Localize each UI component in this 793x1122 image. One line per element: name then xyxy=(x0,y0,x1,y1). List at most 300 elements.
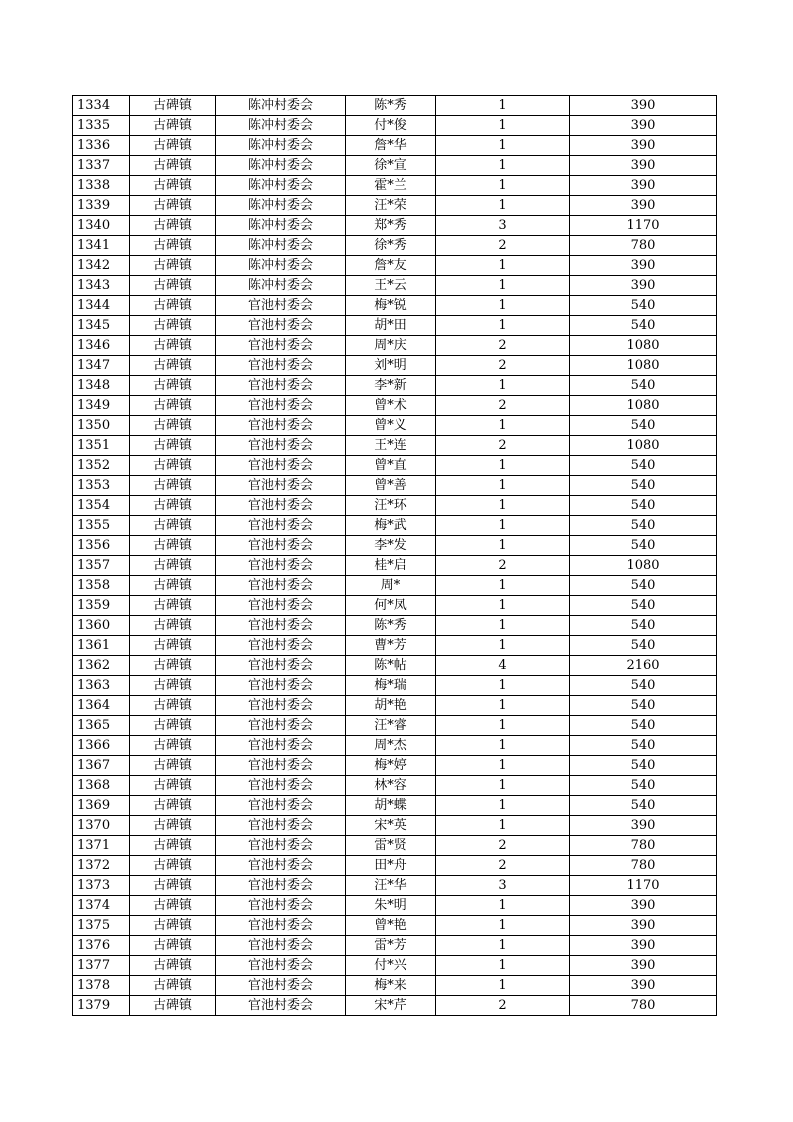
name-cell: 付*兴 xyxy=(346,956,436,976)
name-cell: 曾*艳 xyxy=(346,916,436,936)
amount-cell: 540 xyxy=(570,496,717,516)
row-number-cell: 1335 xyxy=(73,116,130,136)
name-cell: 曾*义 xyxy=(346,416,436,436)
count-cell: 2 xyxy=(436,436,570,456)
amount-cell: 540 xyxy=(570,636,717,656)
town-cell: 古碑镇 xyxy=(130,456,216,476)
name-cell: 朱*明 xyxy=(346,896,436,916)
table-body xyxy=(73,96,717,1016)
table-row xyxy=(73,436,717,456)
amount-cell: 1080 xyxy=(570,356,717,376)
amount-cell: 2160 xyxy=(570,656,717,676)
village-cell: 官池村委会 xyxy=(216,896,346,916)
count-cell: 1 xyxy=(436,196,570,216)
village-cell: 陈冲村委会 xyxy=(216,156,346,176)
town-cell: 古碑镇 xyxy=(130,996,216,1016)
count-cell: 1 xyxy=(436,716,570,736)
row-number-cell: 1377 xyxy=(73,956,130,976)
town-cell: 古碑镇 xyxy=(130,556,216,576)
town-cell: 古碑镇 xyxy=(130,816,216,836)
village-cell: 官池村委会 xyxy=(216,296,346,316)
town-cell: 古碑镇 xyxy=(130,336,216,356)
count-cell: 2 xyxy=(436,856,570,876)
village-cell: 官池村委会 xyxy=(216,856,346,876)
name-cell: 田*舟 xyxy=(346,856,436,876)
amount-cell: 540 xyxy=(570,516,717,536)
name-cell: 王*云 xyxy=(346,276,436,296)
amount-cell: 540 xyxy=(570,596,717,616)
row-number-cell: 1336 xyxy=(73,136,130,156)
count-cell: 1 xyxy=(436,156,570,176)
amount-cell: 390 xyxy=(570,976,717,996)
name-cell: 梅*来 xyxy=(346,976,436,996)
name-cell: 李*发 xyxy=(346,536,436,556)
data-table xyxy=(72,95,717,1016)
amount-cell: 1080 xyxy=(570,556,717,576)
name-cell: 陈*帖 xyxy=(346,656,436,676)
village-cell: 官池村委会 xyxy=(216,356,346,376)
name-cell: 桂*启 xyxy=(346,556,436,576)
village-cell: 官池村委会 xyxy=(216,556,346,576)
name-cell: 汪*环 xyxy=(346,496,436,516)
table-row xyxy=(73,756,717,776)
count-cell: 1 xyxy=(436,456,570,476)
count-cell: 3 xyxy=(436,216,570,236)
count-cell: 1 xyxy=(436,976,570,996)
village-cell: 官池村委会 xyxy=(216,916,346,936)
village-cell: 官池村委会 xyxy=(216,776,346,796)
table-row xyxy=(73,216,717,236)
count-cell: 1 xyxy=(436,276,570,296)
village-cell: 官池村委会 xyxy=(216,376,346,396)
table-row xyxy=(73,96,717,116)
table-row xyxy=(73,356,717,376)
village-cell: 陈冲村委会 xyxy=(216,236,346,256)
town-cell: 古碑镇 xyxy=(130,916,216,936)
village-cell: 官池村委会 xyxy=(216,956,346,976)
row-number-cell: 1338 xyxy=(73,176,130,196)
row-number-cell: 1359 xyxy=(73,596,130,616)
row-number-cell: 1357 xyxy=(73,556,130,576)
row-number-cell: 1373 xyxy=(73,876,130,896)
count-cell: 2 xyxy=(436,396,570,416)
town-cell: 古碑镇 xyxy=(130,576,216,596)
amount-cell: 1080 xyxy=(570,336,717,356)
row-number-cell: 1349 xyxy=(73,396,130,416)
count-cell: 1 xyxy=(436,736,570,756)
village-cell: 官池村委会 xyxy=(216,496,346,516)
village-cell: 陈冲村委会 xyxy=(216,216,346,236)
count-cell: 1 xyxy=(436,476,570,496)
name-cell: 宋*英 xyxy=(346,816,436,836)
count-cell: 2 xyxy=(436,836,570,856)
row-number-cell: 1345 xyxy=(73,316,130,336)
amount-cell: 780 xyxy=(570,996,717,1016)
table-row xyxy=(73,596,717,616)
count-cell: 1 xyxy=(436,636,570,656)
town-cell: 古碑镇 xyxy=(130,696,216,716)
town-cell: 古碑镇 xyxy=(130,316,216,336)
name-cell: 宋*芹 xyxy=(346,996,436,1016)
count-cell: 3 xyxy=(436,876,570,896)
village-cell: 官池村委会 xyxy=(216,596,346,616)
amount-cell: 540 xyxy=(570,676,717,696)
amount-cell: 390 xyxy=(570,916,717,936)
count-cell: 1 xyxy=(436,256,570,276)
amount-cell: 540 xyxy=(570,576,717,596)
table-row xyxy=(73,876,717,896)
table-row xyxy=(73,576,717,596)
count-cell: 1 xyxy=(436,136,570,156)
amount-cell: 540 xyxy=(570,736,717,756)
table-row xyxy=(73,456,717,476)
village-cell: 官池村委会 xyxy=(216,516,346,536)
village-cell: 官池村委会 xyxy=(216,656,346,676)
row-number-cell: 1355 xyxy=(73,516,130,536)
row-number-cell: 1379 xyxy=(73,996,130,1016)
village-cell: 官池村委会 xyxy=(216,476,346,496)
village-cell: 官池村委会 xyxy=(216,456,346,476)
table-row xyxy=(73,136,717,156)
table-row xyxy=(73,796,717,816)
table-row xyxy=(73,516,717,536)
village-cell: 官池村委会 xyxy=(216,756,346,776)
row-number-cell: 1353 xyxy=(73,476,130,496)
name-cell: 汪*华 xyxy=(346,876,436,896)
village-cell: 官池村委会 xyxy=(216,636,346,656)
name-cell: 周*庆 xyxy=(346,336,436,356)
count-cell: 1 xyxy=(436,416,570,436)
village-cell: 官池村委会 xyxy=(216,336,346,356)
table-row xyxy=(73,536,717,556)
row-number-cell: 1378 xyxy=(73,976,130,996)
row-number-cell: 1360 xyxy=(73,616,130,636)
name-cell: 雷*贤 xyxy=(346,836,436,856)
amount-cell: 390 xyxy=(570,896,717,916)
name-cell: 周* xyxy=(346,576,436,596)
town-cell: 古碑镇 xyxy=(130,596,216,616)
table-row xyxy=(73,276,717,296)
row-number-cell: 1374 xyxy=(73,896,130,916)
table-row xyxy=(73,336,717,356)
name-cell: 梅*锐 xyxy=(346,296,436,316)
town-cell: 古碑镇 xyxy=(130,636,216,656)
amount-cell: 1080 xyxy=(570,396,717,416)
table-row xyxy=(73,976,717,996)
village-cell: 陈冲村委会 xyxy=(216,256,346,276)
row-number-cell: 1354 xyxy=(73,496,130,516)
row-number-cell: 1342 xyxy=(73,256,130,276)
name-cell: 梅*婷 xyxy=(346,756,436,776)
count-cell: 4 xyxy=(436,656,570,676)
row-number-cell: 1334 xyxy=(73,96,130,116)
town-cell: 古碑镇 xyxy=(130,936,216,956)
name-cell: 王*连 xyxy=(346,436,436,456)
village-cell: 陈冲村委会 xyxy=(216,116,346,136)
name-cell: 胡*蝶 xyxy=(346,796,436,816)
town-cell: 古碑镇 xyxy=(130,436,216,456)
village-cell: 陈冲村委会 xyxy=(216,96,346,116)
table-row xyxy=(73,616,717,636)
name-cell: 曹*芳 xyxy=(346,636,436,656)
count-cell: 1 xyxy=(436,756,570,776)
count-cell: 1 xyxy=(436,896,570,916)
name-cell: 詹*华 xyxy=(346,136,436,156)
town-cell: 古碑镇 xyxy=(130,396,216,416)
table-row xyxy=(73,936,717,956)
village-cell: 官池村委会 xyxy=(216,436,346,456)
town-cell: 古碑镇 xyxy=(130,536,216,556)
village-cell: 官池村委会 xyxy=(216,816,346,836)
village-cell: 官池村委会 xyxy=(216,976,346,996)
name-cell: 徐*宣 xyxy=(346,156,436,176)
amount-cell: 540 xyxy=(570,756,717,776)
table-row xyxy=(73,816,717,836)
count-cell: 1 xyxy=(436,776,570,796)
amount-cell: 540 xyxy=(570,456,717,476)
table-row xyxy=(73,376,717,396)
town-cell: 古碑镇 xyxy=(130,756,216,776)
town-cell: 古碑镇 xyxy=(130,356,216,376)
amount-cell: 780 xyxy=(570,236,717,256)
row-number-cell: 1348 xyxy=(73,376,130,396)
village-cell: 官池村委会 xyxy=(216,996,346,1016)
row-number-cell: 1368 xyxy=(73,776,130,796)
name-cell: 林*容 xyxy=(346,776,436,796)
amount-cell: 390 xyxy=(570,196,717,216)
count-cell: 1 xyxy=(436,676,570,696)
row-number-cell: 1369 xyxy=(73,796,130,816)
table-row xyxy=(73,416,717,436)
count-cell: 1 xyxy=(436,96,570,116)
town-cell: 古碑镇 xyxy=(130,96,216,116)
amount-cell: 390 xyxy=(570,136,717,156)
name-cell: 詹*友 xyxy=(346,256,436,276)
table-row xyxy=(73,776,717,796)
amount-cell: 540 xyxy=(570,316,717,336)
town-cell: 古碑镇 xyxy=(130,516,216,536)
count-cell: 1 xyxy=(436,176,570,196)
row-number-cell: 1339 xyxy=(73,196,130,216)
count-cell: 1 xyxy=(436,796,570,816)
name-cell: 胡*艳 xyxy=(346,696,436,716)
village-cell: 陈冲村委会 xyxy=(216,196,346,216)
table-row xyxy=(73,236,717,256)
table-row xyxy=(73,196,717,216)
village-cell: 官池村委会 xyxy=(216,876,346,896)
name-cell: 付*俊 xyxy=(346,116,436,136)
amount-cell: 540 xyxy=(570,536,717,556)
name-cell: 陈*秀 xyxy=(346,616,436,636)
name-cell: 胡*田 xyxy=(346,316,436,336)
village-cell: 官池村委会 xyxy=(216,536,346,556)
amount-cell: 1080 xyxy=(570,436,717,456)
town-cell: 古碑镇 xyxy=(130,156,216,176)
name-cell: 徐*秀 xyxy=(346,236,436,256)
table-row xyxy=(73,476,717,496)
row-number-cell: 1356 xyxy=(73,536,130,556)
row-number-cell: 1343 xyxy=(73,276,130,296)
count-cell: 1 xyxy=(436,296,570,316)
row-number-cell: 1351 xyxy=(73,436,130,456)
row-number-cell: 1371 xyxy=(73,836,130,856)
town-cell: 古碑镇 xyxy=(130,736,216,756)
amount-cell: 390 xyxy=(570,956,717,976)
town-cell: 古碑镇 xyxy=(130,836,216,856)
row-number-cell: 1337 xyxy=(73,156,130,176)
village-cell: 官池村委会 xyxy=(216,716,346,736)
town-cell: 古碑镇 xyxy=(130,236,216,256)
town-cell: 古碑镇 xyxy=(130,976,216,996)
table-row xyxy=(73,676,717,696)
table-row xyxy=(73,296,717,316)
name-cell: 陈*秀 xyxy=(346,96,436,116)
table-row xyxy=(73,496,717,516)
count-cell: 1 xyxy=(436,596,570,616)
village-cell: 陈冲村委会 xyxy=(216,276,346,296)
amount-cell: 540 xyxy=(570,776,717,796)
town-cell: 古碑镇 xyxy=(130,716,216,736)
village-cell: 官池村委会 xyxy=(216,676,346,696)
count-cell: 1 xyxy=(436,376,570,396)
row-number-cell: 1365 xyxy=(73,716,130,736)
count-cell: 2 xyxy=(436,236,570,256)
town-cell: 古碑镇 xyxy=(130,856,216,876)
row-number-cell: 1363 xyxy=(73,676,130,696)
table-row xyxy=(73,956,717,976)
row-number-cell: 1375 xyxy=(73,916,130,936)
count-cell: 1 xyxy=(436,116,570,136)
count-cell: 1 xyxy=(436,616,570,636)
town-cell: 古碑镇 xyxy=(130,116,216,136)
count-cell: 1 xyxy=(436,956,570,976)
amount-cell: 390 xyxy=(570,96,717,116)
town-cell: 古碑镇 xyxy=(130,876,216,896)
count-cell: 1 xyxy=(436,516,570,536)
count-cell: 1 xyxy=(436,316,570,336)
amount-cell: 1170 xyxy=(570,216,717,236)
amount-cell: 540 xyxy=(570,376,717,396)
row-number-cell: 1352 xyxy=(73,456,130,476)
row-number-cell: 1361 xyxy=(73,636,130,656)
name-cell: 梅*武 xyxy=(346,516,436,536)
amount-cell: 540 xyxy=(570,416,717,436)
table-row xyxy=(73,156,717,176)
town-cell: 古碑镇 xyxy=(130,136,216,156)
row-number-cell: 1364 xyxy=(73,696,130,716)
row-number-cell: 1347 xyxy=(73,356,130,376)
count-cell: 1 xyxy=(436,576,570,596)
amount-cell: 1170 xyxy=(570,876,717,896)
amount-cell: 390 xyxy=(570,276,717,296)
village-cell: 官池村委会 xyxy=(216,736,346,756)
name-cell: 何*凤 xyxy=(346,596,436,616)
row-number-cell: 1350 xyxy=(73,416,130,436)
count-cell: 1 xyxy=(436,936,570,956)
amount-cell: 390 xyxy=(570,256,717,276)
village-cell: 官池村委会 xyxy=(216,396,346,416)
village-cell: 官池村委会 xyxy=(216,316,346,336)
amount-cell: 390 xyxy=(570,936,717,956)
town-cell: 古碑镇 xyxy=(130,196,216,216)
name-cell: 曾*术 xyxy=(346,396,436,416)
village-cell: 官池村委会 xyxy=(216,936,346,956)
table-row xyxy=(73,836,717,856)
town-cell: 古碑镇 xyxy=(130,956,216,976)
name-cell: 曾*直 xyxy=(346,456,436,476)
town-cell: 古碑镇 xyxy=(130,496,216,516)
amount-cell: 390 xyxy=(570,816,717,836)
count-cell: 2 xyxy=(436,996,570,1016)
table-row xyxy=(73,176,717,196)
table-row xyxy=(73,316,717,336)
row-number-cell: 1370 xyxy=(73,816,130,836)
town-cell: 古碑镇 xyxy=(130,216,216,236)
amount-cell: 390 xyxy=(570,156,717,176)
town-cell: 古碑镇 xyxy=(130,776,216,796)
village-cell: 官池村委会 xyxy=(216,576,346,596)
table-row xyxy=(73,116,717,136)
table-row xyxy=(73,696,717,716)
count-cell: 1 xyxy=(436,536,570,556)
town-cell: 古碑镇 xyxy=(130,276,216,296)
village-cell: 陈冲村委会 xyxy=(216,136,346,156)
table-row xyxy=(73,556,717,576)
town-cell: 古碑镇 xyxy=(130,296,216,316)
name-cell: 雷*芳 xyxy=(346,936,436,956)
amount-cell: 540 xyxy=(570,296,717,316)
table-row xyxy=(73,716,717,736)
amount-cell: 390 xyxy=(570,116,717,136)
count-cell: 1 xyxy=(436,916,570,936)
town-cell: 古碑镇 xyxy=(130,656,216,676)
town-cell: 古碑镇 xyxy=(130,476,216,496)
town-cell: 古碑镇 xyxy=(130,176,216,196)
name-cell: 汪*睿 xyxy=(346,716,436,736)
table-row xyxy=(73,736,717,756)
town-cell: 古碑镇 xyxy=(130,256,216,276)
table-row xyxy=(73,916,717,936)
amount-cell: 390 xyxy=(570,176,717,196)
amount-cell: 540 xyxy=(570,696,717,716)
row-number-cell: 1376 xyxy=(73,936,130,956)
row-number-cell: 1341 xyxy=(73,236,130,256)
count-cell: 1 xyxy=(436,816,570,836)
table-row xyxy=(73,636,717,656)
amount-cell: 540 xyxy=(570,796,717,816)
name-cell: 刘*明 xyxy=(346,356,436,376)
table-row xyxy=(73,856,717,876)
town-cell: 古碑镇 xyxy=(130,376,216,396)
village-cell: 官池村委会 xyxy=(216,836,346,856)
village-cell: 官池村委会 xyxy=(216,616,346,636)
town-cell: 古碑镇 xyxy=(130,416,216,436)
village-cell: 陈冲村委会 xyxy=(216,176,346,196)
name-cell: 郑*秀 xyxy=(346,216,436,236)
row-number-cell: 1344 xyxy=(73,296,130,316)
row-number-cell: 1372 xyxy=(73,856,130,876)
table-row xyxy=(73,996,717,1016)
count-cell: 1 xyxy=(436,496,570,516)
name-cell: 梅*瑞 xyxy=(346,676,436,696)
table-row xyxy=(73,896,717,916)
table-row xyxy=(73,656,717,676)
row-number-cell: 1367 xyxy=(73,756,130,776)
row-number-cell: 1358 xyxy=(73,576,130,596)
row-number-cell: 1366 xyxy=(73,736,130,756)
town-cell: 古碑镇 xyxy=(130,676,216,696)
name-cell: 汪*荣 xyxy=(346,196,436,216)
